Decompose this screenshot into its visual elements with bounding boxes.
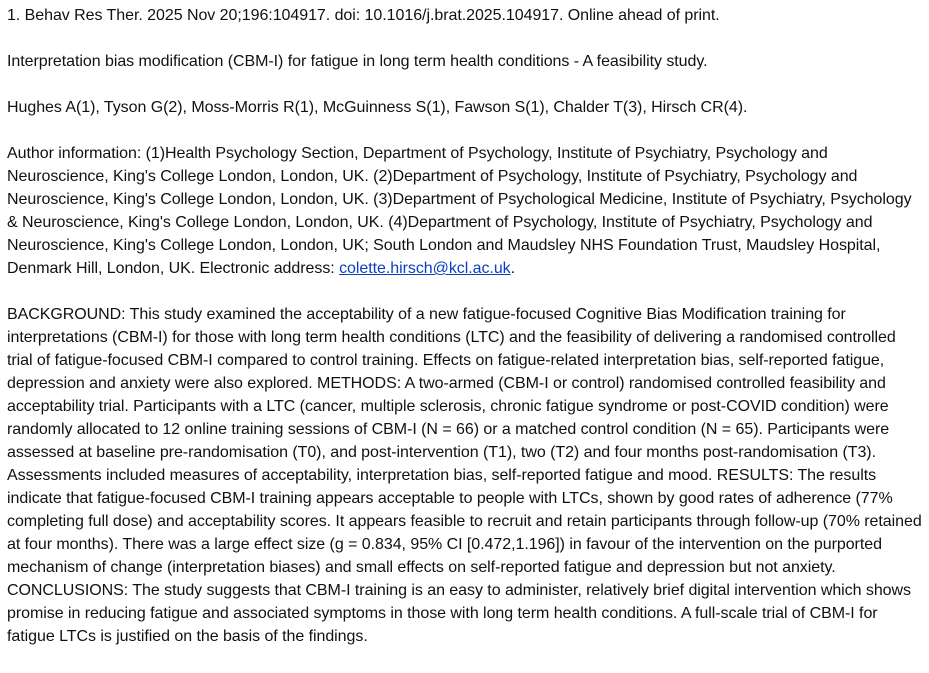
author-info-period: . — [510, 260, 516, 277]
author-information — [7, 142, 923, 280]
abstract-body: BACKGROUND: This study examined the acceptability of a new fatigue-focused Cognitive Bias Modification training for interpretations (CBM-I) for those with long term health conditions (LTC) and the feasibility of delivering a randomised controlled trial of fatigue-focused CBM-I compared to control training. Effects on fatigue-related interpretation bias, self-reported fatigue, depression and anxiety were also explored. METHODS: A two-armed (CBM-I or control) randomised controlled feasibility and acceptability trial. Participants with a LTC (cancer, multiple sclerosis, chronic fatigue syndrome or post-COVID condition) were randomly allocated to 12 online training sessions of CBM-I (N = 66) or a matched control condition (N = 65). Participants were assessed at baseline pre-randomisation (T0), and post-intervention (T1), two (T2) and four months post-randomisation (T3). Assessments included measures of acceptability, interpretation bias, self-reported fatigue and mood. RESULTS: The results indicate that fatigue-focused CBM-I training appears acceptable to people with LTCs, shown by good rates of adherence (77% completing full dose) and acceptability scores. It appears feasible to recruit and retain participants through follow-up (70% retained at four months). There was a large effect size (g = 0.834, 95% CI [0.472,1.196]) in favour of the intervention on the purported mechanism of change (interpretation biases) and small effects on self-reported fatigue and depression but not anxiety. CONCLUSIONS: The study suggests that CBM-I training is an easy to administer, relatively brief digital intervention which shows promise in reducing fatigue and associated symptoms in those with long term health conditions. A full-scale trial of CBM-I for fatigue LTCs is justified on the basis of the findings. — [7, 306, 922, 645]
author-affiliations: Author information: (1)Health Psychology Section, Department of Psychology, Institute of Psychiatry, Psychology and Neuroscience, King's College London, London, UK. (2)Department of Psychology, Institute of Psychiatry, Psychology and Neuroscience, King's College London, London, UK. (3)Department of Psychological Medicine, Institute of Psychiatry, Psychology & Neuroscience, King's College London, London, UK. (4)Department of Psychology, Institute of Psychiatry, Psychology and Neuroscience, King's College London, London, UK; South London and Maudsley NHS Foundation Trust, Maudsley Hospital, Denmark Hill, London, UK. Electronic address: — [7, 145, 912, 277]
citation-line: 1. Behav Res Ther. 2025 Nov 20;196:104917. doi: 10.1016/j.brat.2025.104917. Online ahead of print. — [7, 7, 720, 24]
article-title: Interpretation bias modification (CBM-I) for fatigue in long term health conditions - A feasibility study. — [7, 53, 708, 70]
author-list: Hughes A(1), Tyson G(2), Moss-Morris R(1), McGuinness S(1), Fawson S(1), Chalder T(3), Hirsch CR(4). — [7, 99, 748, 116]
email-link[interactable]: colette.hirsch@kcl.ac.uk — [339, 260, 511, 277]
